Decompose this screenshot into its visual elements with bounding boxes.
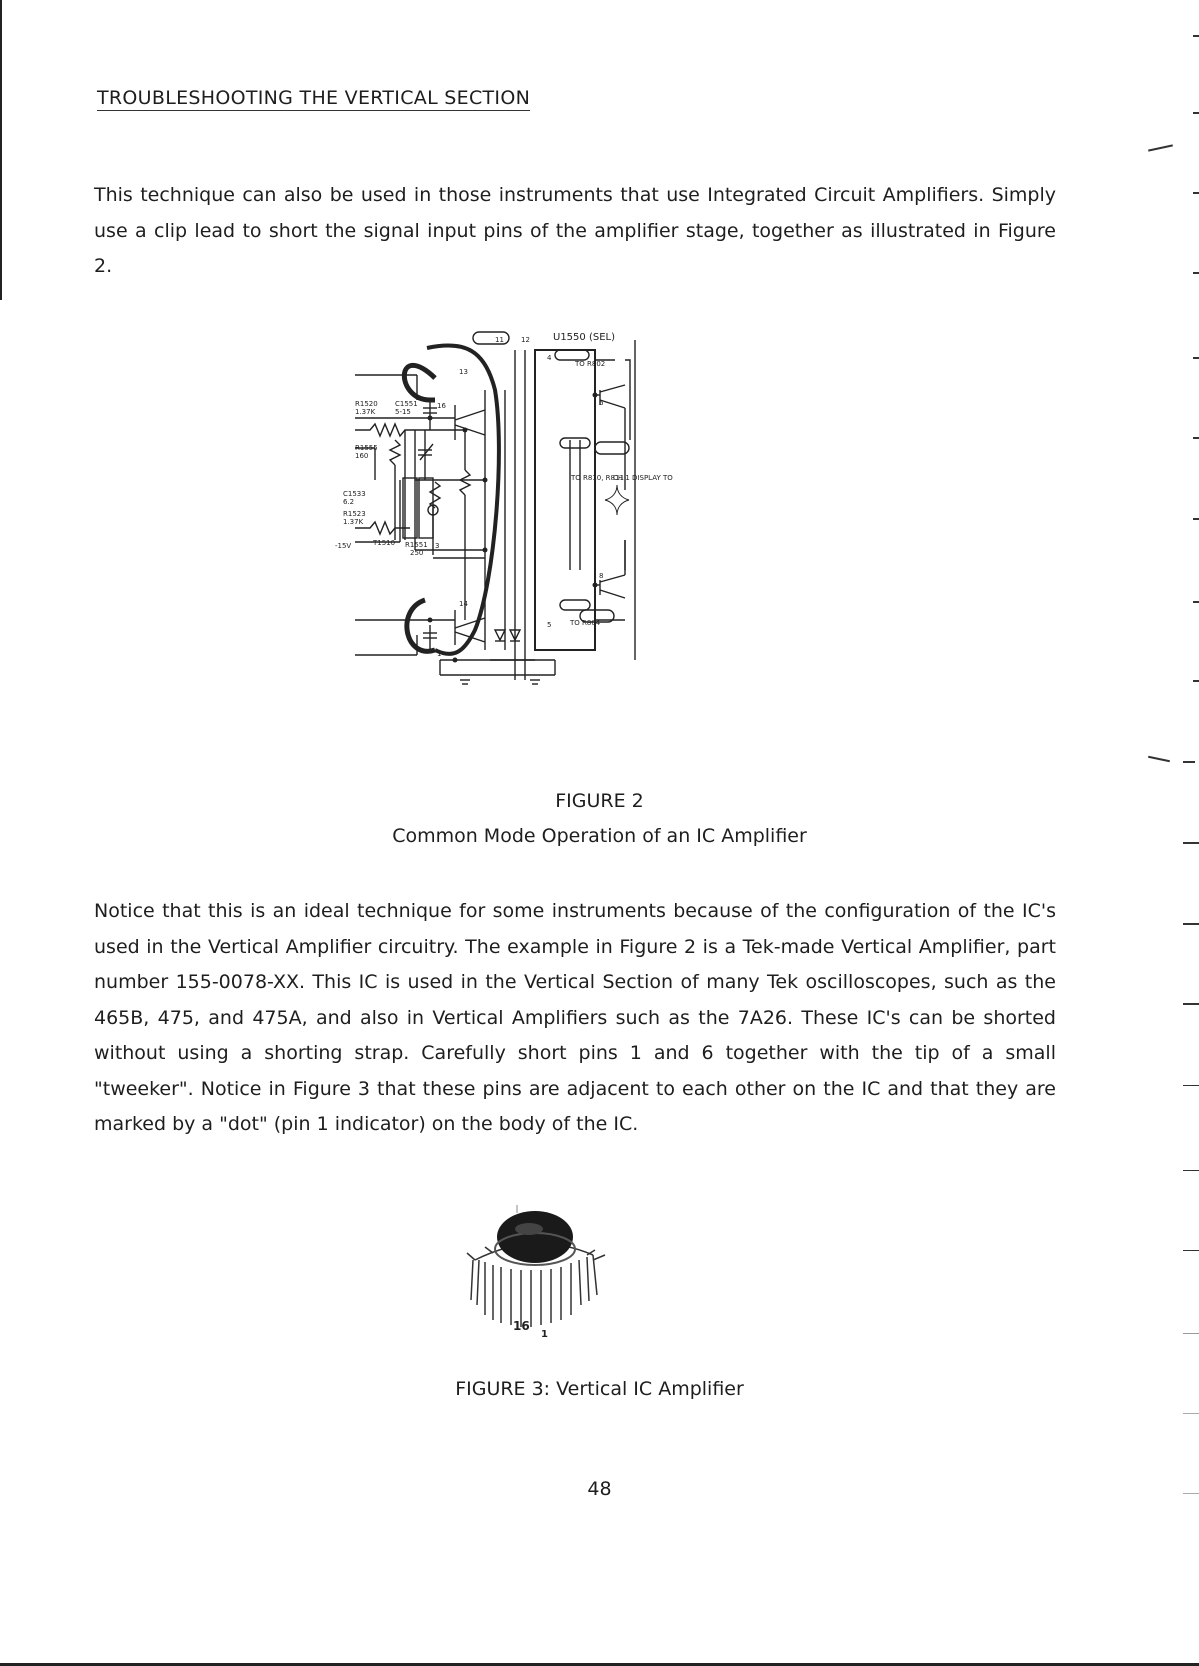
label-to-r804: TO R804 — [570, 619, 601, 627]
label-pin-8: 8 — [599, 572, 604, 580]
label-r1551-value: 250 — [410, 549, 424, 557]
scan-edge-left — [0, 0, 2, 300]
label-neg15v: -15V — [335, 542, 352, 550]
figure-2-schematic — [335, 330, 695, 725]
label-c1533-value: 6.2 — [343, 498, 355, 506]
label-pin-12: 12 — [521, 336, 530, 344]
label-ch1-display: CH 1 DISPLAY TO — [613, 474, 673, 482]
label-to-r802: TO R802 — [575, 360, 606, 368]
label-pin-1: 1 — [437, 650, 442, 658]
paragraph-intro: This technique can also be used in those instruments that use Integrated Circuit Amplifiers. Simply use a clip lead to short the signal input pins of the amplifier stage, together as illustrated in Figure 2. — [94, 184, 1056, 277]
label-r1520-value: 1.37K — [355, 408, 376, 416]
label-c1551-value: 5-15 — [395, 408, 411, 416]
label-pin-4: 4 — [547, 354, 552, 362]
paragraph-notice: Notice that this is an ideal technique for some instruments because of the configuration of the IC's used in the Vertical Amplifier circuitry. The example in Figure 2 is a Tek-made Vertical Amplifier, part number 155-0078-XX. This IC is used in the Vertical Section of many Tek oscilloscopes, such as the 465B, 475, and 475A, and also in Vertical Amplifiers such as the 7A26. These IC's can be shorted without using a shorting strap. Carefully short pins 1 and 6 together with the tip of a small "tweeker". Notice in Figure 3 that these pins are adjacent to each other on the IC and that they are marked by a "dot" (pin 1 indicator) on the body of the IC. — [94, 900, 1056, 1135]
label-c1533: C1533 — [343, 490, 366, 498]
label-ic: U1550 (SEL) — [553, 332, 615, 343]
label-r1520: R1520 — [355, 400, 378, 408]
figure-3-caption: FIGURE 3: Vertical IC Amplifier — [455, 1378, 744, 1400]
label-pin-6: 6 — [599, 399, 604, 407]
section-heading: TROUBLESHOOTING THE VERTICAL SECTION — [97, 87, 531, 109]
label-r1555-value: 160 — [355, 452, 369, 460]
label-pin-3: 3 — [435, 542, 440, 550]
label-r1523: R1523 — [343, 510, 366, 518]
label-pin-16: 16 — [437, 402, 446, 410]
page-number: 48 — [587, 1478, 612, 1500]
label-c1551: C1551 — [395, 400, 418, 408]
label-r1555: R1555 — [355, 444, 378, 452]
label-r1551: R1551 — [405, 541, 428, 549]
label-pin-5: 5 — [547, 621, 552, 629]
label-pin-13: 13 — [459, 368, 468, 376]
label-pin-14: 14 — [459, 600, 468, 608]
label-t1510: T1510 — [373, 539, 396, 547]
figure-3-pin-1-label: 1 — [541, 1329, 548, 1340]
figure-2-title: FIGURE 2 — [555, 790, 644, 812]
figure-3-ic-image — [465, 1205, 615, 1340]
ic-body — [535, 350, 595, 650]
figure-2-caption: Common Mode Operation of an IC Amplifier — [392, 825, 807, 847]
figure-3-pin-16-label: 16 — [513, 1319, 530, 1333]
label-r1523-value: 1.37K — [343, 518, 364, 526]
label-pin-11: 11 — [495, 336, 504, 344]
label-to-r810: TO R810, R811 — [571, 474, 624, 482]
